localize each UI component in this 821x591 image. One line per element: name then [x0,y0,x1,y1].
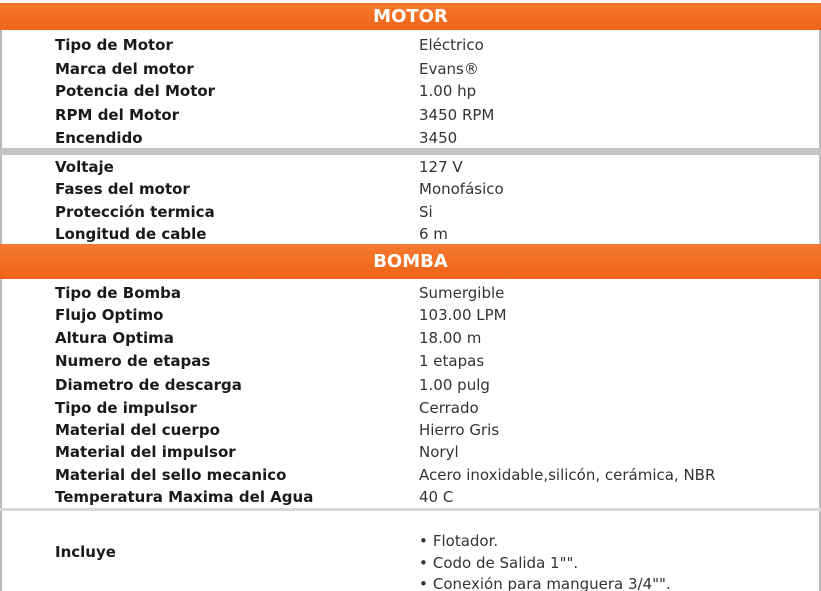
spec-row [0,80,821,102]
section-divider [0,148,821,155]
spec-label: Material del sello mecanico [55,466,287,484]
spec-value: 1.00 pulg [419,376,490,394]
spec-value: 3450 RPM [419,106,495,124]
spec-label: Tipo de Bomba [55,284,181,302]
spec-row [0,178,821,200]
spec-value: Cerrado [419,399,479,417]
spec-row [0,104,821,126]
spec-value: 3450 [419,129,458,147]
spec-label: Diametro de descarga [55,376,242,394]
spec-value: 40 C [419,488,454,506]
spec-value: Noryl [419,443,459,461]
spec-value: 6 m [419,225,448,243]
bomba-section-header [0,244,821,279]
spec-label: Temperatura Maxima del Agua [55,488,314,506]
spec-label: Material del impulsor [55,443,236,461]
spec-row [0,486,821,508]
list-item: • Codo de Salida 1"". [419,553,671,575]
spec-row [0,156,821,178]
spec-label: Marca del motor [55,60,194,78]
spec-value: 18.00 m [419,329,482,347]
spec-value: Hierro Gris [419,421,500,439]
spec-row [0,350,821,372]
motor-section-title: MOTOR [373,6,448,27]
spec-row [0,34,821,56]
list-item: • Conexión para manguera 3/4"". [419,574,671,591]
spec-row [0,127,821,149]
spec-value: 1 etapas [419,352,485,370]
spec-label: Encendido [55,129,143,147]
spec-row [0,58,821,80]
motor-section-header [0,3,821,30]
spec-value: Monofásico [419,180,504,198]
spec-label: Numero de etapas [55,352,211,370]
spec-label: Protección termica [55,203,215,221]
spec-label: Longitud de cable [55,225,207,243]
spec-label: Material del cuerpo [55,421,220,439]
spec-row [0,464,821,486]
spec-value: 127 V [419,158,463,176]
spec-value: Evans® [419,60,479,78]
spec-row [0,441,821,463]
spec-value: Eléctrico [419,36,484,54]
spec-row [0,327,821,349]
bomba-section-title: BOMBA [373,251,448,272]
spec-row [0,397,821,419]
spec-value: Acero inoxidable,silicón, cerámica, NBR [419,466,716,484]
section-divider [0,508,821,511]
incluye-label: Incluye [55,543,116,561]
spec-label: Voltaje [55,158,114,176]
spec-label: RPM del Motor [55,106,180,124]
spec-label: Fases del motor [55,180,190,198]
list-item: • Flotador. [419,531,671,553]
spec-value: 1.00 hp [419,82,477,100]
incluye-list [419,531,671,591]
spec-label: Potencia del Motor [55,82,216,100]
spec-row [0,374,821,396]
spec-label: Tipo de impulsor [55,399,197,417]
spec-row [0,223,821,245]
spec-value: Si [419,203,433,221]
spec-row [0,282,821,304]
spec-label: Flujo Optimo [55,306,164,324]
spec-label: Altura Optima [55,329,174,347]
spec-row [0,304,821,326]
spec-row [0,201,821,223]
spec-label: Tipo de Motor [55,36,173,54]
spec-value: Sumergible [419,284,505,302]
spec-value: 103.00 LPM [419,306,507,324]
spec-row [0,419,821,441]
